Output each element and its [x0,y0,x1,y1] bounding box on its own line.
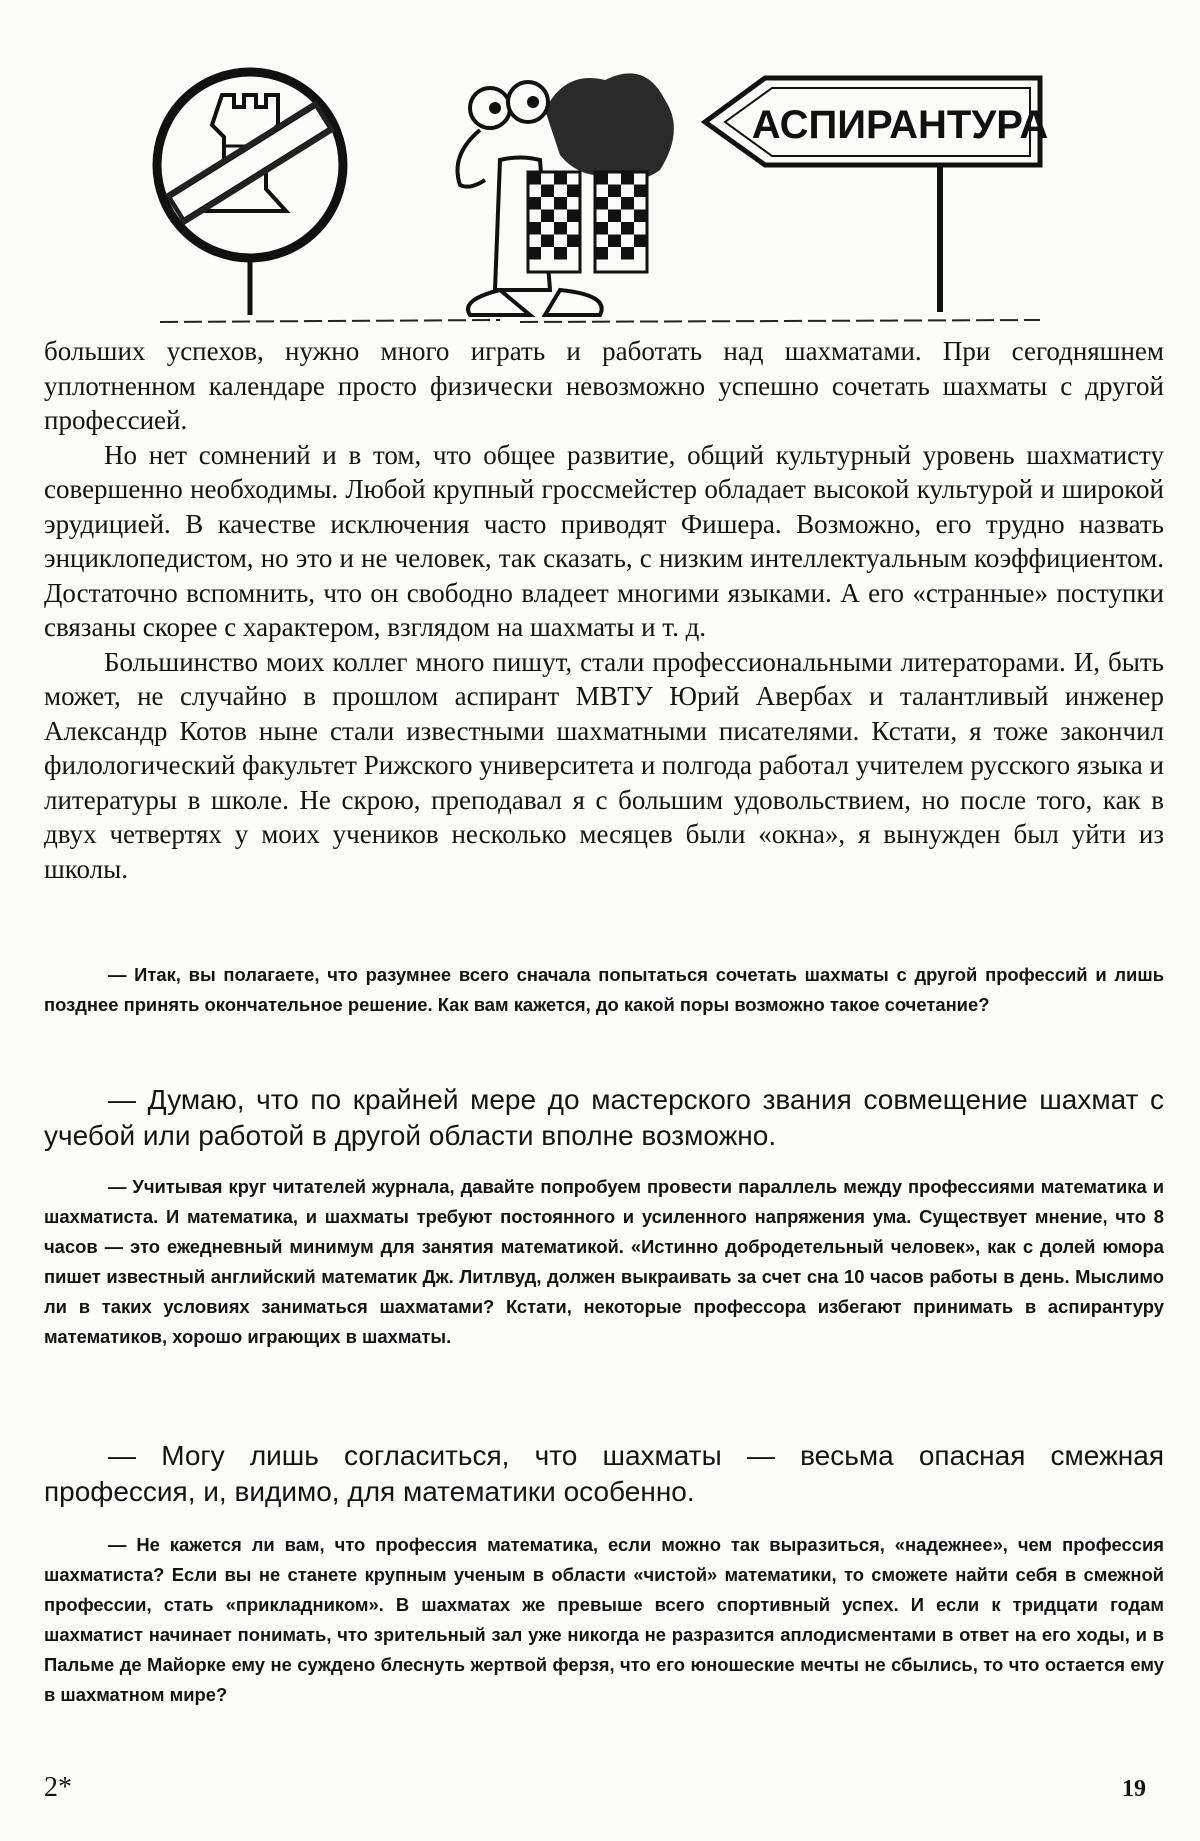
cartoon-illustration [140,50,1080,340]
question-block-2 [44,1172,1164,1352]
page-number: 19 [1122,1776,1146,1802]
answer-2: — Могу лишь согласиться, что шахматы — весьма опасная смежная профессия, и, видимо, для математики особенно. [44,1440,1164,1507]
question-3: — Не кажется ли вам, что профессия математика, если можно так выразиться, «надежнее», чем профессия шахматиста? Если вы не станете крупным ученым в области «чистой» математики, то сможете найти себя в смежной профессии, стать «прикладником». В шахматах же превыше всего спортивный успех. И если к тридцати годам шахматист начинает понимать, что зрительный зал уже никогда не разразится аплодисментами в ответ на его ходы, и в Пальме де Майорке ему не суждено блеснуть жертвой ферзя, что его юношеские мечты не сбылись, то что остается ему в шахматном мире? [44,1534,1164,1705]
answer-block-1 [44,1082,1164,1154]
no-chess-sign-icon [157,72,343,315]
article-body [44,334,1164,886]
signature-mark: 2* [44,1772,72,1803]
cartoon-chess-player [458,73,674,315]
question-block-1 [44,960,1164,1020]
answer-1: — Думаю, что по крайней мере до мастерского звания совмещение шахмат с учебой или работой в другой области вполне возможно. [44,1084,1164,1151]
ground-line [160,320,1040,322]
paragraph-2: Но нет сомнений и в том, что общее развитие, общий культурный уровень шахматисту совершенно необходимы. Любой крупный гроссмейстер обладает высокой культурой и широкой эрудицией. В качестве исключения часто приводят Фишера. Возможно, его трудно назвать энциклопедистом, но это и не человек, так сказать, с низким интеллектуальным коэффициентом. Достаточно вспомнить, что он свободно владеет многими языками. А его «странные» поступки связаны скорее с характером, взглядом на шахматы и т. д. [44,439,1164,642]
paragraph-3: Большинство моих коллег много пишут, стали профессиональными литераторами. И, быть может, не случайно в прошлом аспирант МВТУ Юрий Авербах и талантливый инженер Александр Котов ныне стали известными шахматными писателями. Кстати, я тоже закончил филологический факультет Рижского университета и полгода работал учителем русского языка и литературы в школе. Не скрою, преподавал я с большим удовольствием, но после того, как в двух четвертях у моих учеников несколько месяцев были «окна», я вынужден был уйти из школы. [44,646,1164,884]
question-block-3 [44,1530,1164,1710]
chessboard-left-icon [528,172,580,272]
chessboard-right-icon [595,172,647,272]
sign-label: АСПИРАНТУРА [751,103,1049,147]
question-2: — Учитывая круг читателей журнала, давайте попробуем провести параллель между профессиями математика и шахматиста. И математика, и шахматы требуют постоянного и усиленного напряжения ума. Существует мнение, что 8 часов — это ежедневный минимум для занятия математикой. «Истинно добродетельный человек», как с долей юмора пишет известный английский математик Дж. Литлвуд, должен выкраивать за счет сна 10 часов работы в день. Мыслимо ли в таких условиях заниматься шахматами? Кстати, некоторые профессора избегают принимать в аспирантуру математиков, хорошо играющих в шахматы. [44,1176,1164,1347]
paragraph-1: больших успехов, нужно много играть и работать над шахматами. При сегодняшнем уплотненном календаре просто физически невозможно успешно сочетать шахматы с другой профессией. [44,336,1164,435]
answer-block-2 [44,1438,1164,1510]
question-1: — Итак, вы полагаете, что разумнее всего сначала попытаться сочетать шахматы с другой профессий и лишь позднее принять окончательное решение. Как вам кажется, до какой поры возможно такое сочетание? [44,964,1164,1015]
direction-sign [705,78,1048,312]
